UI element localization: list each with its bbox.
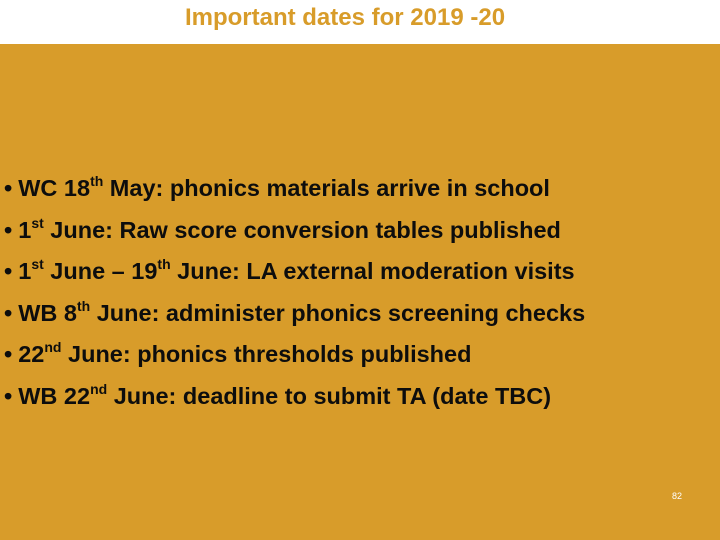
item-text: June: administer phonics screening checks [90,299,586,326]
ordinal-suffix: nd [44,339,62,355]
item-text: WB 8 [18,299,77,326]
content-area [0,44,720,540]
bullet-icon: • [4,216,13,243]
item-text: June: phonics thresholds published [61,341,472,367]
page-number: 82 [672,491,683,501]
list-item [4,251,585,293]
item-text: June: deadline to submit TA (date TBC) [107,382,552,409]
bullet-icon: • [4,299,13,326]
bullet-icon: • [4,382,13,409]
item-text: 1 [18,216,32,243]
title-bar [0,0,720,44]
bullet-icon: • [4,341,13,367]
item-text: June: LA external moderation visits [170,258,575,284]
ordinal-suffix: th [76,297,91,314]
bullet-icon: • [4,258,13,284]
list-item [4,168,585,210]
item-text: June – 19 [43,258,158,284]
ordinal-suffix: st [31,256,44,272]
list-item [4,293,585,335]
ordinal-suffix: st [31,214,44,231]
item-text: WB 22 [18,382,91,409]
list-item [4,334,585,376]
list-item [4,376,585,418]
ordinal-suffix: th [90,173,104,189]
slide-title: Important dates for 2019 -20 [184,4,506,31]
ordinal-suffix: th [157,256,171,272]
important-dates-list [4,168,585,417]
bullet-icon: • [4,175,13,201]
list-item [4,210,585,252]
item-text: WC 18 [18,175,91,201]
item-text: May: phonics materials arrive in school [103,175,550,201]
ordinal-suffix: nd [90,380,108,397]
item-text: June: Raw score conversion tables published [43,216,561,243]
item-text: 22 [18,341,45,367]
item-text: 1 [18,258,32,284]
